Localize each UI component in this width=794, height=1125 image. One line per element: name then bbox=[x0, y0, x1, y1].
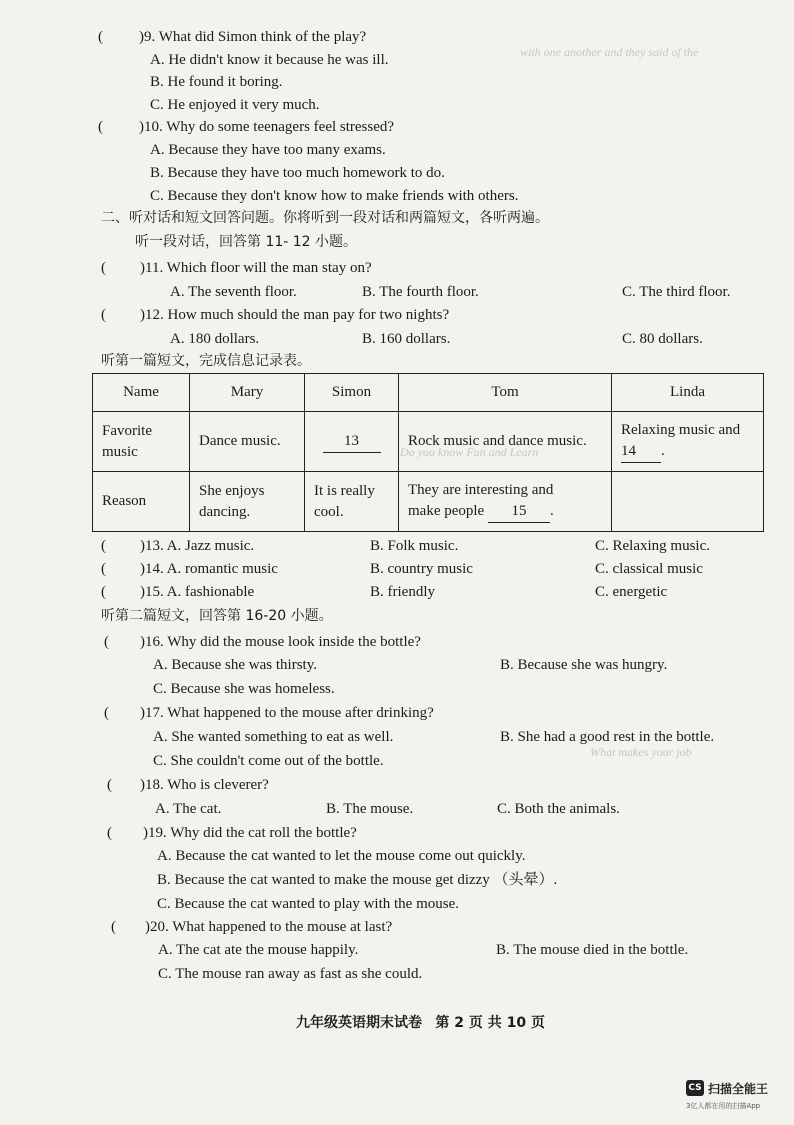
scanner-app-name: 扫描全能王 bbox=[708, 1082, 769, 1096]
question-9-option-c: C. He enjoyed it very much. bbox=[150, 97, 320, 113]
simon-reason: It is really cool. bbox=[305, 472, 399, 532]
question-13-option-a: )13. A. Jazz music. bbox=[140, 538, 255, 554]
scanner-slogan: 3亿人都在用的扫描App bbox=[686, 1102, 761, 1110]
answer-paren: ( bbox=[98, 119, 103, 135]
question-16-option-c: C. Because she was homeless. bbox=[153, 681, 335, 697]
section-2-heading: 二、听对话和短文回答问题。你将听到一段对话和两篇短文，各听两遍。 bbox=[101, 210, 549, 226]
question-9-stem: )9. What did Simon think of the play? bbox=[139, 29, 367, 45]
question-18-option-a: A. The cat. bbox=[155, 801, 222, 817]
question-19-option-a: A. Because the cat wanted to let the mouse come out quickly. bbox=[157, 848, 526, 864]
question-11-option-a: A. The seventh floor. bbox=[170, 284, 297, 300]
page-footer bbox=[296, 1012, 545, 1032]
question-10-option-a: A. Because they have too many exams. bbox=[150, 142, 386, 158]
question-10-stem: )10. Why do some teenagers feel stressed? bbox=[139, 119, 395, 135]
answer-paren: ( bbox=[111, 919, 116, 935]
question-11-stem: )11. Which floor will the man stay on? bbox=[140, 260, 372, 276]
question-13-option-c: C. Relaxing music. bbox=[595, 538, 710, 554]
question-17-option-b: B. She had a good rest in the bottle. bbox=[500, 729, 715, 745]
mary-favorite-music: Dance music. bbox=[190, 412, 305, 472]
answer-paren: ( bbox=[101, 260, 106, 276]
question-18-option-b: B. The mouse. bbox=[326, 801, 414, 817]
question-16-stem: )16. Why did the mouse look inside the bottle? bbox=[140, 634, 421, 650]
mary-reason: She enjoys dancing. bbox=[190, 472, 305, 532]
answer-paren: ( bbox=[101, 538, 106, 554]
blank-14: 14 bbox=[621, 441, 661, 463]
question-20-option-b: B. The mouse died in the bottle. bbox=[496, 942, 689, 958]
favorite-music-label: Favorite music bbox=[93, 412, 190, 472]
dialogue-instructions: 听一段对话，回答第 11- 12 小题。 bbox=[135, 234, 358, 250]
question-16-option-a: A. Because she was thirsty. bbox=[153, 657, 317, 673]
question-19-stem: )19. Why did the cat roll the bottle? bbox=[143, 825, 357, 841]
table-header-name: Name bbox=[93, 374, 190, 412]
question-12-option-c: C. 80 dollars. bbox=[622, 331, 703, 347]
question-18-option-c: C. Both the animals. bbox=[497, 801, 620, 817]
bleed-through-text: Do you know Fun and Learn bbox=[400, 445, 539, 459]
answer-paren: ( bbox=[98, 29, 103, 45]
linda-period: . bbox=[661, 443, 665, 459]
question-10-option-b: B. Because they have too much homework to do. bbox=[150, 165, 445, 181]
question-19-option-b: B. Because the cat wanted to make the mouse get dizzy （头晕）. bbox=[157, 872, 558, 888]
question-17-stem: )17. What happened to the mouse after drinking? bbox=[140, 705, 434, 721]
question-15-option-c: C. energetic bbox=[595, 584, 668, 600]
table-header-simon: Simon bbox=[305, 374, 399, 412]
question-12-option-b: B. 160 dollars. bbox=[362, 331, 451, 347]
bleed-through-text: with one another and they said of the bbox=[520, 45, 699, 59]
question-15-option-b: B. friendly bbox=[370, 584, 435, 600]
answer-paren: ( bbox=[101, 584, 106, 600]
footer-title: 九年级英语期末试卷 bbox=[296, 1015, 422, 1031]
question-12-stem: )12. How much should the man pay for two nights? bbox=[140, 307, 450, 323]
answer-paren: ( bbox=[104, 634, 109, 650]
question-15-option-a: )15. A. fashionable bbox=[140, 584, 255, 600]
question-10-option-c: C. Because they don't know how to make friends with others. bbox=[150, 188, 519, 204]
linda-favorite-music-text: Relaxing music and bbox=[621, 422, 741, 438]
question-9-option-a: A. He didn't know it because he was ill. bbox=[150, 52, 389, 68]
question-19-option-c: C. Because the cat wanted to play with the mouse. bbox=[157, 896, 459, 912]
table-header-tom: Tom bbox=[399, 374, 612, 412]
camscanner-logo-icon: CS bbox=[686, 1080, 704, 1096]
question-20-option-a: A. The cat ate the mouse happily. bbox=[158, 942, 359, 958]
answer-paren: ( bbox=[101, 561, 106, 577]
question-12-option-a: A. 180 dollars. bbox=[170, 331, 260, 347]
question-17-option-c: C. She couldn't come out of the bottle. bbox=[153, 753, 384, 769]
blank-13: 13 bbox=[323, 431, 381, 453]
question-20-stem: )20. What happened to the mouse at last? bbox=[145, 919, 393, 935]
question-14-option-a: )14. A. romantic music bbox=[140, 561, 278, 577]
question-14-option-b: B. country music bbox=[370, 561, 473, 577]
linda-favorite-music-cell bbox=[612, 412, 764, 472]
passage-1-instructions: 听第一篇短文，完成信息记录表。 bbox=[101, 353, 311, 369]
bleed-through-text: What makes your job bbox=[590, 745, 692, 759]
tom-period: . bbox=[549, 503, 554, 519]
question-9-option-b: B. He found it boring. bbox=[150, 74, 283, 90]
table-header-mary: Mary bbox=[190, 374, 305, 412]
answer-paren: ( bbox=[101, 307, 106, 323]
simon-favorite-music-cell bbox=[305, 412, 399, 472]
tom-reason-text-2: make people bbox=[408, 503, 485, 519]
answer-paren: ( bbox=[104, 705, 109, 721]
tom-reason-cell bbox=[399, 472, 612, 532]
question-11-option-b: B. The fourth floor. bbox=[362, 284, 479, 300]
question-14-option-c: C. classical music bbox=[595, 561, 703, 577]
question-17-option-a: A. She wanted something to eat as well. bbox=[153, 729, 394, 745]
answer-paren: ( bbox=[107, 825, 112, 841]
footer-page-number: 第 2 页 共 10 页 bbox=[435, 1015, 545, 1031]
question-18-stem: )18. Who is cleverer? bbox=[140, 777, 269, 793]
question-11-option-c: C. The third floor. bbox=[622, 284, 731, 300]
tom-reason-text: They are interesting and bbox=[408, 482, 554, 498]
tom-favorite-music: Rock music and dance music. bbox=[399, 412, 612, 472]
passage-2-instructions: 听第二篇短文，回答第 16-20 小题。 bbox=[101, 608, 333, 624]
linda-reason-empty bbox=[612, 472, 764, 532]
question-20-option-c: C. The mouse ran away as fast as she could. bbox=[158, 966, 423, 982]
question-16-option-b: B. Because she was hungry. bbox=[500, 657, 668, 673]
answer-paren: ( bbox=[107, 777, 112, 793]
question-13-option-b: B. Folk music. bbox=[370, 538, 459, 554]
table-header-linda: Linda bbox=[612, 374, 764, 412]
reason-label: Reason bbox=[93, 472, 190, 532]
blank-15: 15 bbox=[488, 501, 550, 523]
